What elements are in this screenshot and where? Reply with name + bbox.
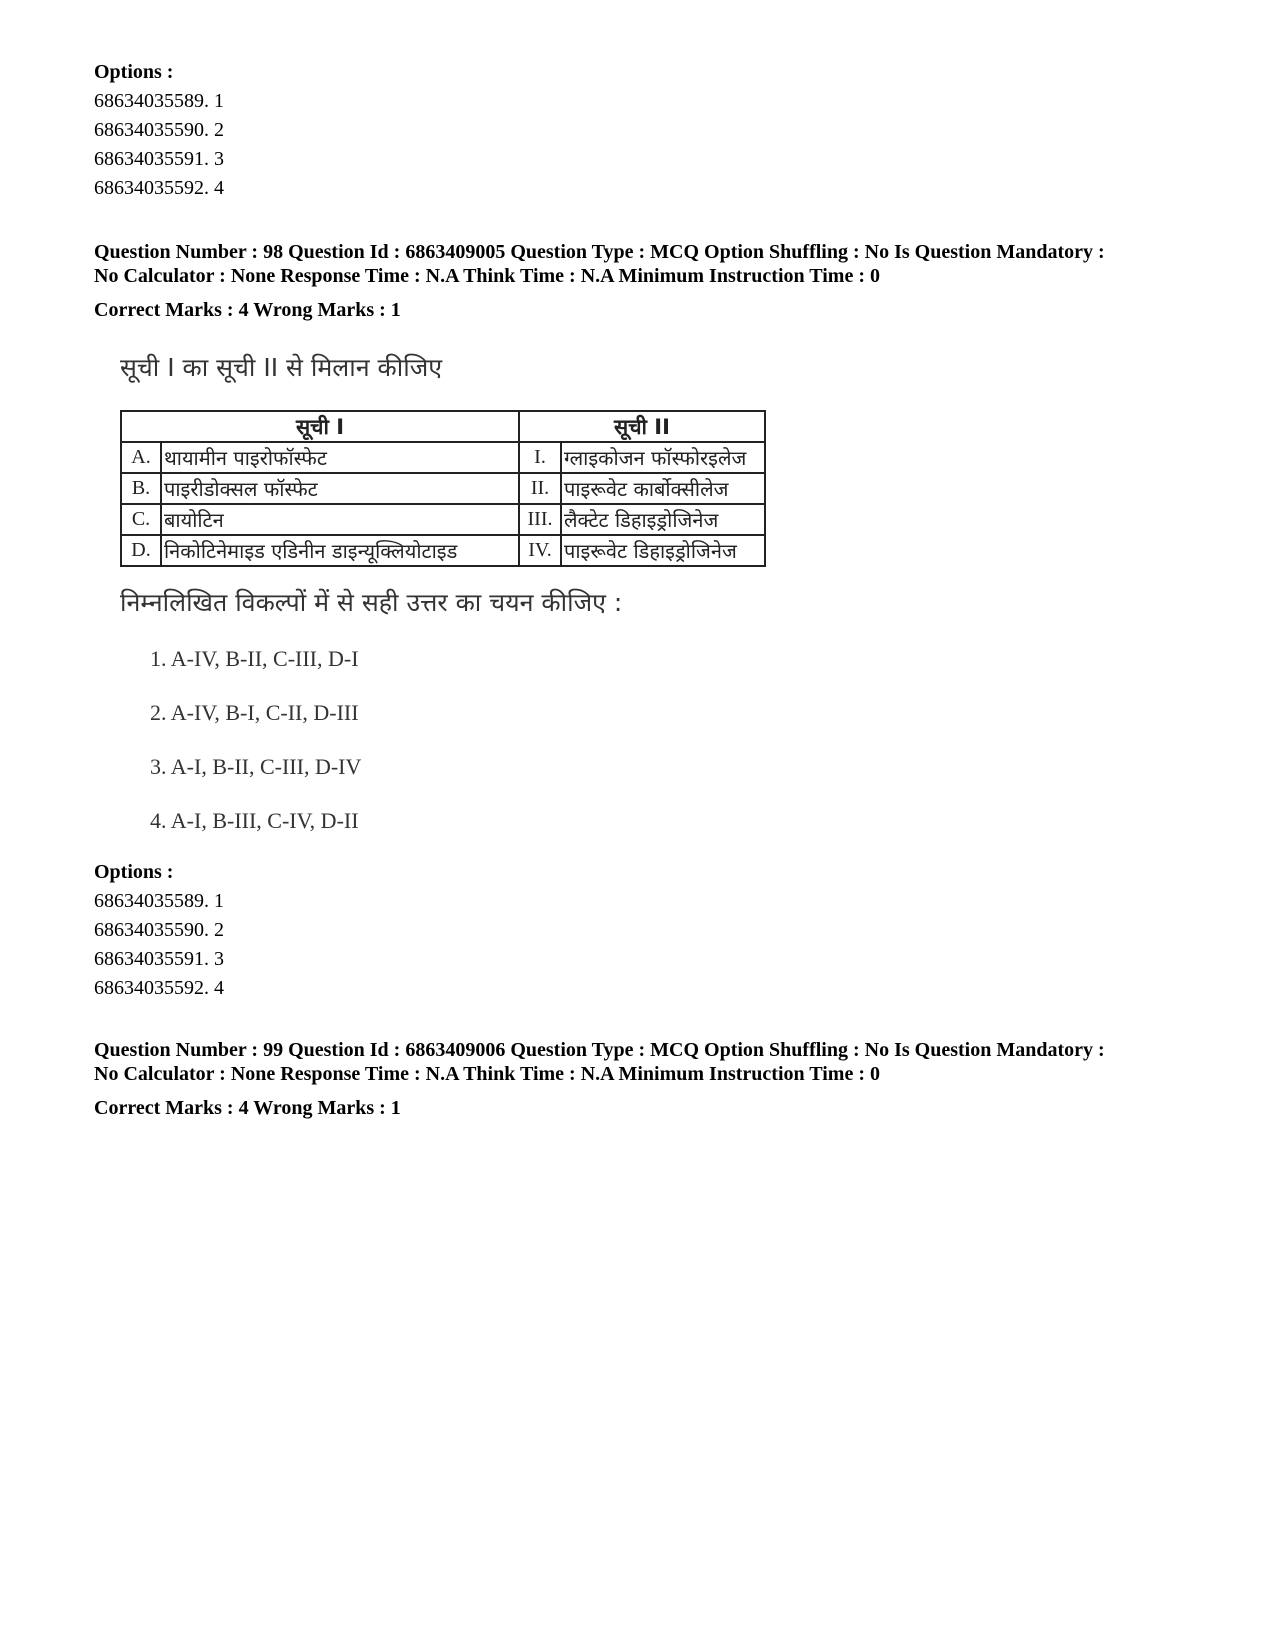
q98-meta-line2: No Calculator : None Response Time : N.A Think Time : N.A Minimum Instruction Time : 0 — [94, 265, 880, 287]
option-item: 68634035591. 3 — [94, 948, 224, 970]
answer-choice: 4. A-I, B-III, C-IV, D-II — [150, 808, 359, 833]
list-1-item: थायामीन पाइरोफॉस्फेट — [161, 442, 519, 473]
q98-meta — [94, 240, 1105, 288]
list-2-key: IV. — [519, 535, 561, 566]
answer-choice: 1. A-IV, B-II, C-III, D-I — [150, 646, 359, 671]
answer-choice: 2. A-IV, B-I, C-II, D-III — [150, 700, 359, 725]
list-1-key: B. — [121, 473, 161, 504]
q98-options-block — [94, 858, 224, 1003]
table-row — [121, 442, 765, 473]
q98-marks: Correct Marks : 4 Wrong Marks : 1 — [94, 299, 401, 321]
match-table-header — [121, 411, 765, 442]
q99-meta-line2: No Calculator : None Response Time : N.A Think Time : N.A Minimum Instruction Time : 0 — [94, 1063, 880, 1085]
list-1-item: पाइरीडोक्सल फॉस्फेट — [161, 473, 519, 504]
q98-question-image — [120, 350, 800, 850]
option-item: 68634035591. 3 — [94, 148, 224, 170]
options-label: Options : — [94, 61, 174, 83]
list-2-item: ग्लाइकोजन फॉस्फोरइलेज — [561, 442, 765, 473]
q98-instruction: सूची I का सूची II से मिलान कीजिए — [120, 353, 443, 382]
list-2-key: III. — [519, 504, 561, 535]
option-item: 68634035592. 4 — [94, 177, 224, 199]
list-1-key: D. — [121, 535, 161, 566]
match-table — [120, 410, 766, 567]
q98-select-prompt: निम्नलिखित विकल्पों में से सही उत्तर का चयन कीजिए : — [120, 588, 623, 617]
option-item: 68634035590. 2 — [94, 119, 224, 141]
q99-meta — [94, 1038, 1105, 1086]
q98-meta-line1: Question Number : 98 Question Id : 6863409005 Question Type : MCQ Option Shuffling : No Is Question Mandatory : — [94, 241, 1105, 263]
list-1-header: सूची I — [121, 411, 519, 442]
option-item: 68634035592. 4 — [94, 977, 224, 999]
table-row — [121, 504, 765, 535]
list-2-item: पाइरूवेट डिहाइड्रोजिनेज — [561, 535, 765, 566]
answer-choice: 3. A-I, B-II, C-III, D-IV — [150, 754, 362, 779]
list-1-item: निकोटिनेमाइड एडिनीन डाइन्यूक्लियोटाइड — [161, 535, 519, 566]
list-2-item: पाइरूवेट कार्बोक्सीलेज — [561, 473, 765, 504]
list-2-item: लैक्टेट डिहाइड्रोजिनेज — [561, 504, 765, 535]
list-2-header: सूची II — [519, 411, 765, 442]
q99-meta-line1: Question Number : 99 Question Id : 6863409006 Question Type : MCQ Option Shuffling : No Is Question Mandatory : — [94, 1039, 1105, 1061]
list-1-item: बायोटिन — [161, 504, 519, 535]
list-2-key: I. — [519, 442, 561, 473]
option-item: 68634035589. 1 — [94, 890, 224, 912]
option-item: 68634035590. 2 — [94, 919, 224, 941]
table-row — [121, 535, 765, 566]
list-1-key: C. — [121, 504, 161, 535]
option-item: 68634035589. 1 — [94, 90, 224, 112]
list-2-key: II. — [519, 473, 561, 504]
table-row — [121, 473, 765, 504]
options-label: Options : — [94, 861, 174, 883]
q99-marks: Correct Marks : 4 Wrong Marks : 1 — [94, 1097, 401, 1119]
top-options-block — [94, 58, 224, 203]
list-1-key: A. — [121, 442, 161, 473]
